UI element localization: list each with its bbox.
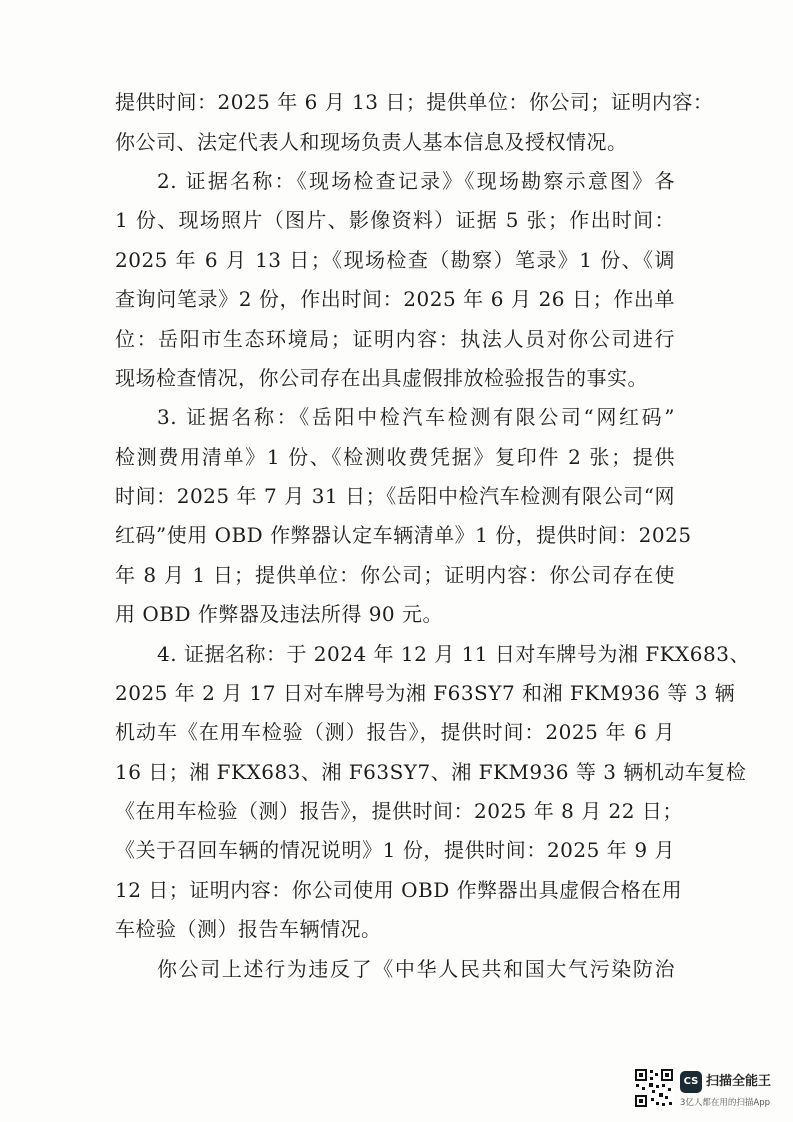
text-line: 1 份、现场照片（图片、影像资料）证据 5 张；作出时间： — [115, 208, 675, 232]
qr-code-icon — [634, 1068, 674, 1108]
brand-tagline: 3亿人都在用的扫描App — [680, 1098, 771, 1108]
text-line: 你公司、法定代表人和现场负责人基本信息及授权情况。 — [115, 130, 628, 154]
text-line: 2025 年 6 月 13 日；《现场检查（勘察）笔录》1 份、《调 — [115, 248, 675, 272]
camscanner-logo: CS — [680, 1071, 702, 1093]
text-line: 查询问笔录》2 份，作出时间：2025 年 6 月 26 日；作出单 — [115, 287, 675, 311]
text-line: 《关于召回车辆的情况说明》1 份，提供时间：2025 年 9 月 — [115, 838, 675, 862]
text-line: 4. 证据名称：于 2024 年 12 月 11 日对车牌号为湘 FKX683、 — [157, 642, 750, 666]
text-line: 位：岳阳市生态环境局；证明内容：执法人员对你公司进行 — [115, 327, 675, 351]
text-line: 用 OBD 作弊器及违法所得 90 元。 — [115, 602, 444, 626]
text-line: 提供时间：2025 年 6 月 13 日；提供单位：你公司；证明内容： — [115, 90, 714, 114]
scanner-watermark — [634, 1068, 784, 1112]
text-line: 12 日；证明内容：你公司使用 OBD 作弊器出具虚假合格在用 — [115, 878, 683, 902]
brand-name: 扫描全能王 — [706, 1074, 772, 1089]
text-line: 16 日；湘 FKX683、湘 F63SY7、湘 FKM936 等 3 辆机动车复检 — [115, 760, 747, 784]
text-line: 车检验（测）报告车辆情况。 — [115, 917, 382, 941]
text-line: 现场检查情况，你公司存在出具虚假排放检验报告的事实。 — [115, 366, 648, 390]
text-line: 时间：2025 年 7 月 31 日；《岳阳中检汽车检测有限公司“网 — [115, 484, 675, 508]
text-line: 年 8 月 1 日；提供单位：你公司；证明内容：你公司存在使 — [115, 563, 675, 587]
text-line: 你公司上述行为违反了《中华人民共和国大气污染防治 — [157, 957, 675, 981]
text-line: 机动车《在用车检验（测）报告》，提供时间：2025 年 6 月 — [115, 720, 675, 744]
text-line: 3. 证据名称：《岳阳中检汽车检测有限公司“网红码” — [157, 405, 675, 429]
text-line: 红码”使用 OBD 作弊器认定车辆清单》1 份，提供时间：2025 — [115, 523, 692, 547]
text-line: 2025 年 2 月 17 日对车牌号为湘 F63SY7 和湘 FKM936 等 3 辆 — [115, 681, 736, 705]
text-line: 2. 证据名称：《现场检查记录》《现场勘察示意图》各 — [157, 169, 675, 193]
text-line: 检测费用清单》1 份、《检测收费凭据》复印件 2 张；提供 — [115, 445, 675, 469]
text-line: 《在用车检验（测）报告》，提供时间：2025 年 8 月 22 日； — [115, 799, 683, 823]
